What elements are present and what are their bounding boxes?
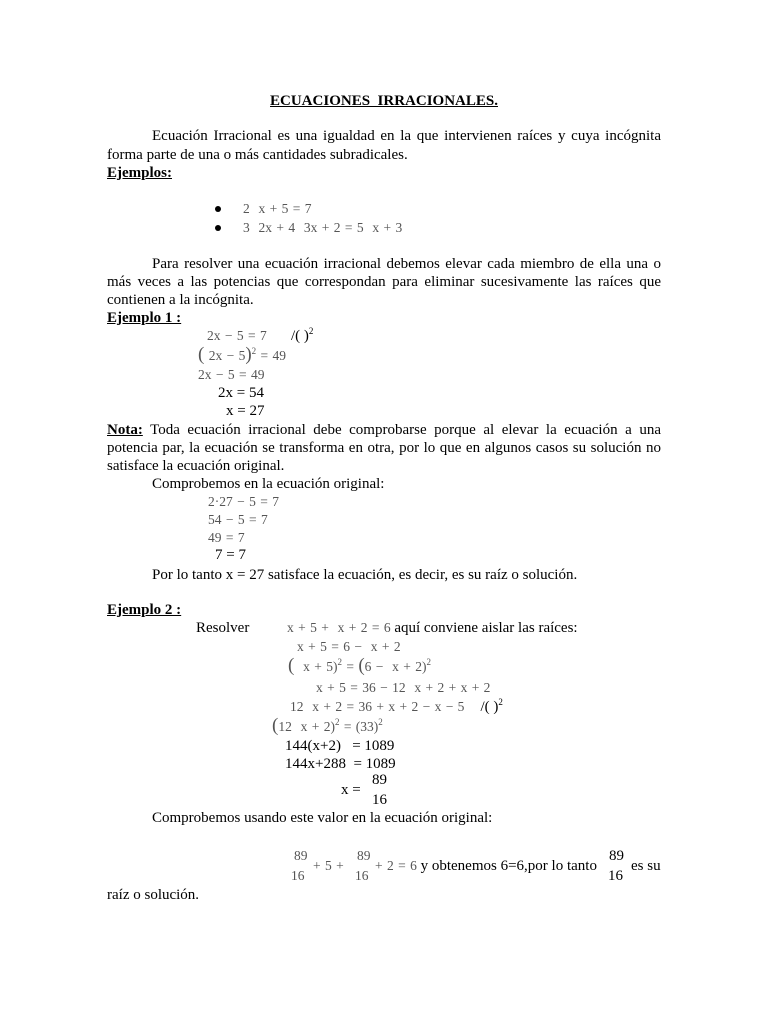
- check-step: 49 = 7: [208, 530, 245, 545]
- example-1-step-1: 2x − 5 = 7: [207, 328, 267, 343]
- close-paren: ): [245, 344, 252, 365]
- example-2-step-5: [272, 715, 383, 736]
- page-title: ECUACIONES IRRACIONALES.: [270, 93, 498, 109]
- fraction-denominator: 16: [608, 868, 623, 884]
- check-step: 2·27 − 5 = 7: [208, 494, 279, 509]
- open-paren: (: [198, 344, 205, 365]
- example-2-step-2: [288, 655, 431, 676]
- example-1-heading: Ejemplo 1 :: [107, 310, 182, 326]
- open-paren: (: [272, 715, 279, 736]
- plus-term: + 5 +: [313, 858, 344, 873]
- intro-line: forma parte de una o más cantidades subradicales.: [107, 147, 408, 163]
- check-step: 7 = 7: [215, 547, 246, 563]
- exponent: 2: [308, 326, 314, 336]
- check-2-tail: es su: [631, 858, 661, 874]
- exponent: 2: [251, 346, 257, 356]
- fraction-denominator: 16: [372, 792, 387, 808]
- equals: =: [341, 659, 359, 674]
- hint-text: aquí conviene aislar las raíces:: [390, 620, 578, 636]
- right-side: = 49: [256, 348, 287, 363]
- expression: 12 x + 2): [278, 719, 335, 734]
- fraction-numerator: 89: [357, 848, 371, 863]
- square-operation: [291, 327, 313, 345]
- equation: x + 5 + x + 2 = 6: [287, 620, 391, 635]
- fraction-denominator: 16: [355, 868, 369, 883]
- expression: x + 5): [294, 659, 338, 674]
- example-equation: 3 2x + 4 3x + 2 = 5 x + 3: [243, 220, 403, 235]
- intro-line: Ecuación Irracional es una igualdad en la que intervienen raíces y cuya incógnita: [152, 128, 661, 144]
- bullet-marker: [215, 206, 221, 212]
- plus-term: + 2 = 6: [375, 858, 417, 873]
- example-2-step-6: 144(x+2) = 1089: [285, 738, 395, 754]
- examples-heading: Ejemplos:: [107, 165, 172, 181]
- resolver-label: Resolver: [196, 620, 250, 636]
- exponent: 2: [378, 717, 383, 727]
- expression: 6 − x + 2): [364, 659, 427, 674]
- method-line: Para resolver una ecuación irracional debemos elevar cada miembro de ella una o: [152, 256, 661, 272]
- note-line: potencia par, la ecuación se transforma en otra, por lo que en algunos casos su solución no: [107, 440, 661, 456]
- example-1-step-4: 2x = 54: [218, 385, 264, 401]
- check-2-text: y obtenemos 6=6,por lo tanto: [416, 858, 597, 874]
- bullet-marker: [215, 225, 221, 231]
- fraction-numerator: 89: [372, 772, 387, 788]
- expression: 2x − 5: [204, 348, 246, 363]
- open-paren: (: [288, 655, 295, 676]
- exponent: 2: [426, 657, 431, 667]
- example-2-step-7: 144x+288 = 1089: [285, 756, 396, 772]
- note-line: [107, 421, 661, 439]
- check-conclusion: Por lo tanto x = 27 satisface la ecuación, es decir, es su raíz o solución.: [152, 567, 578, 583]
- check-2-line: [375, 857, 597, 875]
- example-2-step-1: x + 5 = 6 − x + 2: [297, 639, 401, 654]
- note-label: Nota:: [107, 422, 143, 438]
- example-1-step-3: 2x − 5 = 49: [198, 367, 265, 382]
- example-2-step-4: [290, 698, 503, 716]
- example-2-equation: [287, 619, 578, 637]
- example-equation: 2 x + 5 = 7: [243, 201, 312, 216]
- exponent: 2: [337, 657, 342, 667]
- check-intro: Comprobemos en la ecuación original:: [152, 476, 385, 492]
- fraction-denominator: 16: [291, 868, 305, 883]
- open-paren: (: [358, 655, 365, 676]
- example-1-step-5: x = 27: [226, 403, 265, 419]
- fraction-numerator: 89: [294, 848, 308, 863]
- example-2-step-3: x + 5 = 36 − 12 x + 2 + x + 2: [316, 680, 491, 695]
- right-side: = (33): [339, 719, 379, 734]
- result-lhs: x =: [341, 782, 361, 798]
- exponent: 2: [498, 697, 503, 707]
- note-line: satisface la ecuación original.: [107, 458, 285, 474]
- operation-label: /( ): [291, 328, 309, 344]
- fraction-numerator: 89: [609, 848, 624, 864]
- method-line: más veces a las potencias que correspondan para eliminar sucesivamente las raíces que: [107, 274, 661, 290]
- method-line: contienen a la incógnita.: [107, 292, 254, 308]
- check-step: 54 − 5 = 7: [208, 512, 268, 527]
- operation-label: /( ): [480, 699, 499, 715]
- example-2-heading: Ejemplo 2 :: [107, 602, 182, 618]
- example-1-step-2: [198, 344, 287, 365]
- exponent: 2: [334, 717, 340, 727]
- note-text: Toda ecuación irracional debe comprobarse porque al elevar la ecuación a una: [142, 422, 661, 438]
- check-2-intro: Comprobemos usando este valor en la ecuación original:: [152, 810, 493, 826]
- equation: 12 x + 2 = 36 + x + 2 − x − 5: [290, 699, 465, 714]
- check-2-continuation: raíz o solución.: [107, 887, 200, 903]
